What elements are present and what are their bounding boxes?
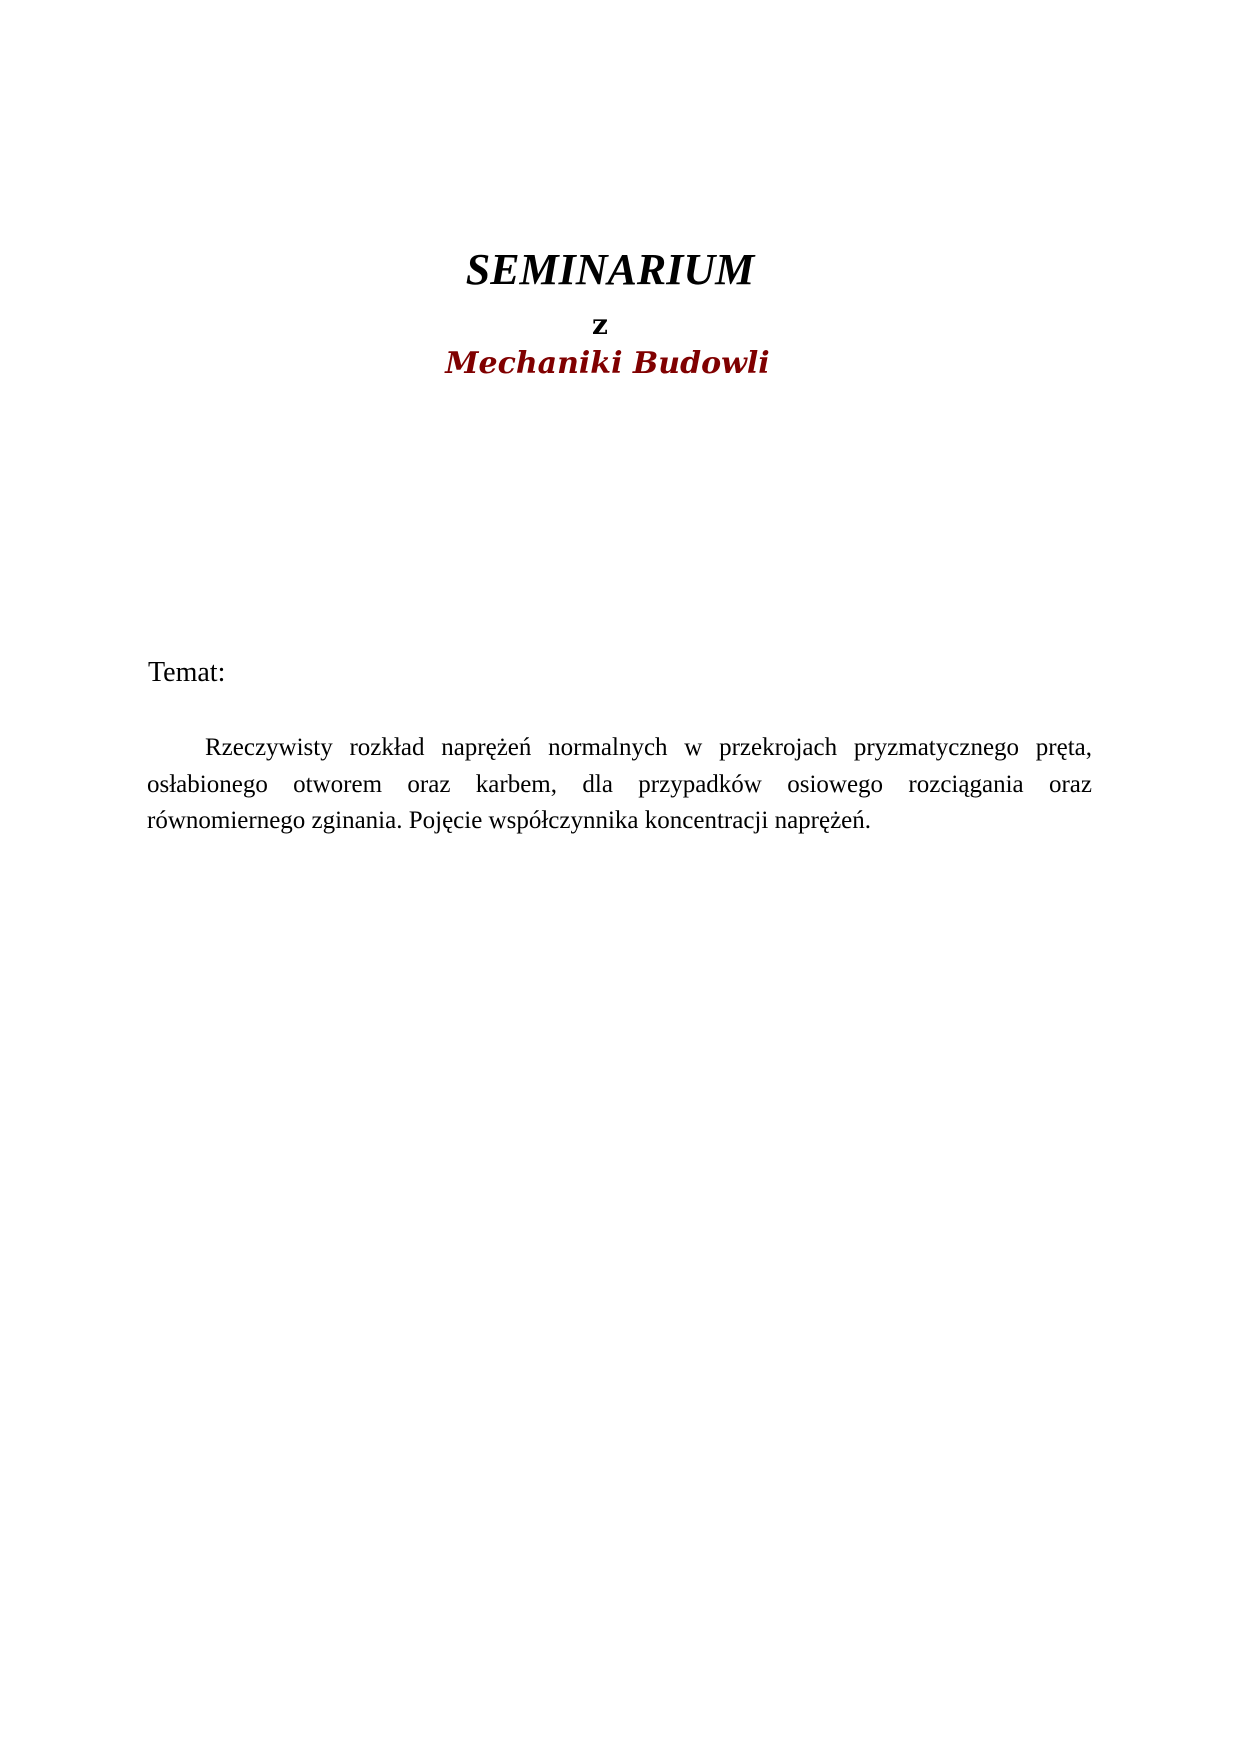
subject-title: Mechaniki Budowli [445, 346, 770, 381]
title-text: SEMINARIUM [465, 245, 755, 294]
document-title [0, 246, 1220, 294]
topic-label: Temat: [148, 657, 226, 688]
title-connector: z [592, 308, 608, 341]
topic-paragraph: Rzeczywisty rozkład naprężeń normalnych w przekrojach pryzmatycznego pręta, osłabionego otworem oraz karbem, dla przypadków osiowego rozciągania oraz równomiernego zginania. Pojęcie współczynnika koncentracji naprężeń. [147, 734, 1092, 834]
